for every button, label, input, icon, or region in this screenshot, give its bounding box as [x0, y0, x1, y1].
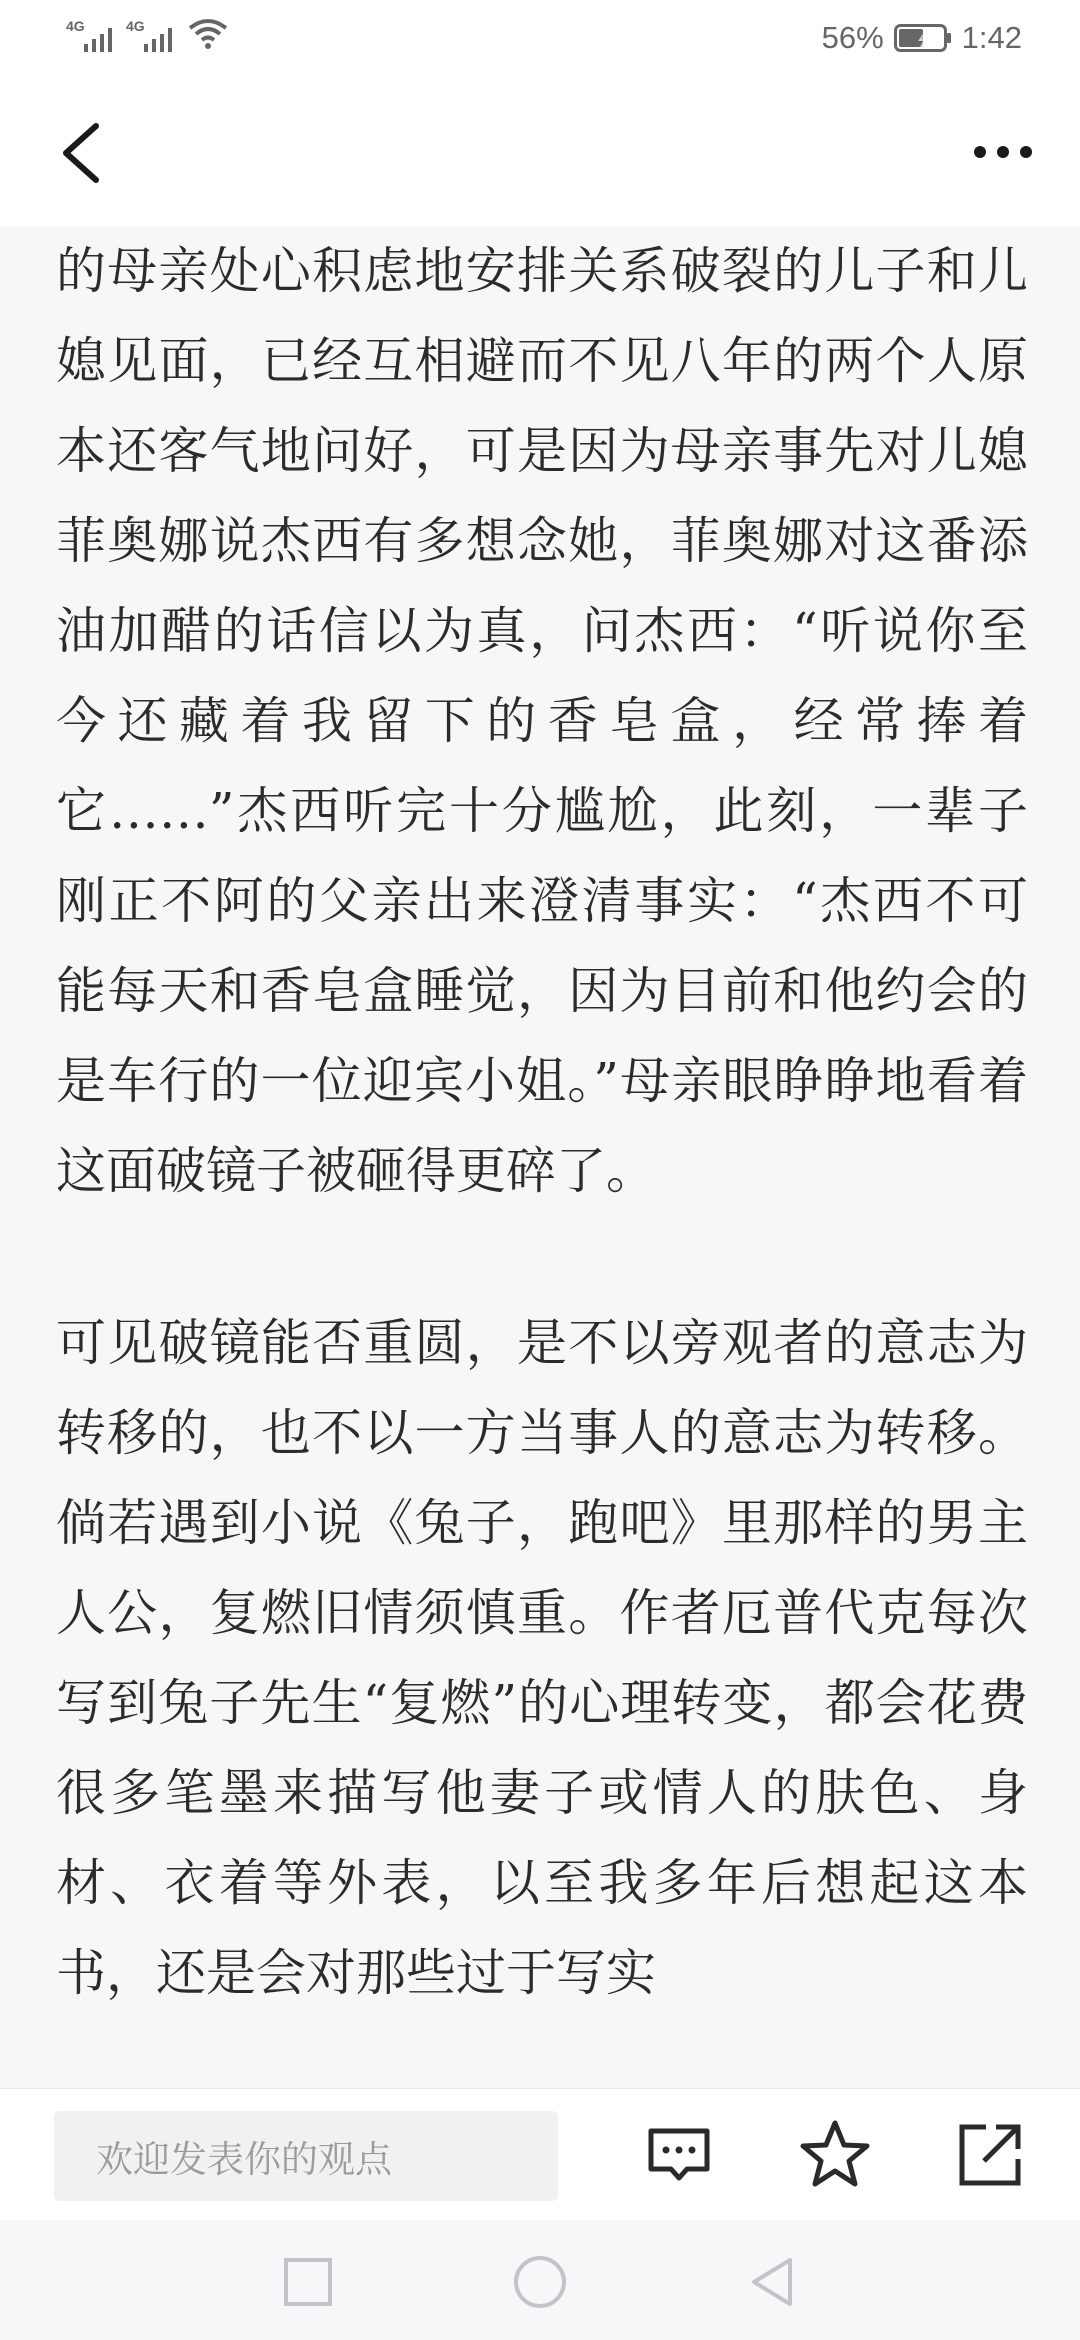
signal-icon: 4G [126, 18, 178, 52]
star-icon[interactable] [795, 2115, 875, 2195]
article-paragraph: 可见破镜能否重圆，是不以旁观者的意志为转移的，也不以一方当事人的意志为转移。倘若遇到小说《兔子，跑吧》里那样的男主人公，复燃旧情须慎重。作者厄普代克每次写到兔子先生“复燃”的心理转变，都会花费很多笔墨来描写他妻子或情人的肤色、身材、衣着等外表，以至我多年后想起这本书，还是会对那些过于写实 [56, 1314, 1028, 2002]
more-dots-icon[interactable] [968, 130, 1038, 174]
article-scroll-area[interactable] [0, 226, 1080, 2088]
battery-icon [894, 24, 952, 52]
comment-placeholder: 欢迎发表你的观点 [96, 2138, 392, 2181]
bottom-action-bar [0, 2088, 1080, 2221]
comment-icon[interactable] [639, 2115, 719, 2195]
wifi-icon [188, 18, 228, 50]
top-app-bar [0, 78, 1080, 227]
system-nav-bar [0, 2220, 1080, 2340]
chevron-left-icon[interactable] [52, 118, 112, 188]
article-paragraph: 的母亲处心积虑地安排关系破裂的儿子和儿媳见面，已经互相避而不见八年的两个人原本还客气地问好，可是因为母亲事先对儿媳菲奥娜说杰西有多想念她，菲奥娜对这番添油加醋的话信以为真，问杰西：“听说你至今还藏着我留下的香皂盒，经常捧着它……”杰西听完十分尴尬，此刻，一辈子刚正不阿的父亲出来澄清事实：“杰西不可能每天和香皂盒睡觉，因为目前和他约会的是车行的一位迎宾小姐。”母亲眼睁睁地看着这面破镜子被砸得更碎了。 [56, 242, 1028, 1200]
article-body [56, 226, 1028, 2018]
clock-time: 1:42 [961, 20, 1022, 55]
share-icon[interactable] [950, 2115, 1030, 2195]
battery-percent: 56% [821, 20, 884, 55]
home-icon[interactable] [508, 2250, 572, 2314]
signal-icon: 4G [66, 18, 118, 52]
status-right-group [822, 16, 1022, 60]
comment-input[interactable] [54, 2111, 558, 2201]
status-bar [0, 0, 1080, 78]
recent-apps-icon[interactable] [276, 2250, 340, 2314]
back-triangle-icon[interactable] [740, 2250, 804, 2314]
